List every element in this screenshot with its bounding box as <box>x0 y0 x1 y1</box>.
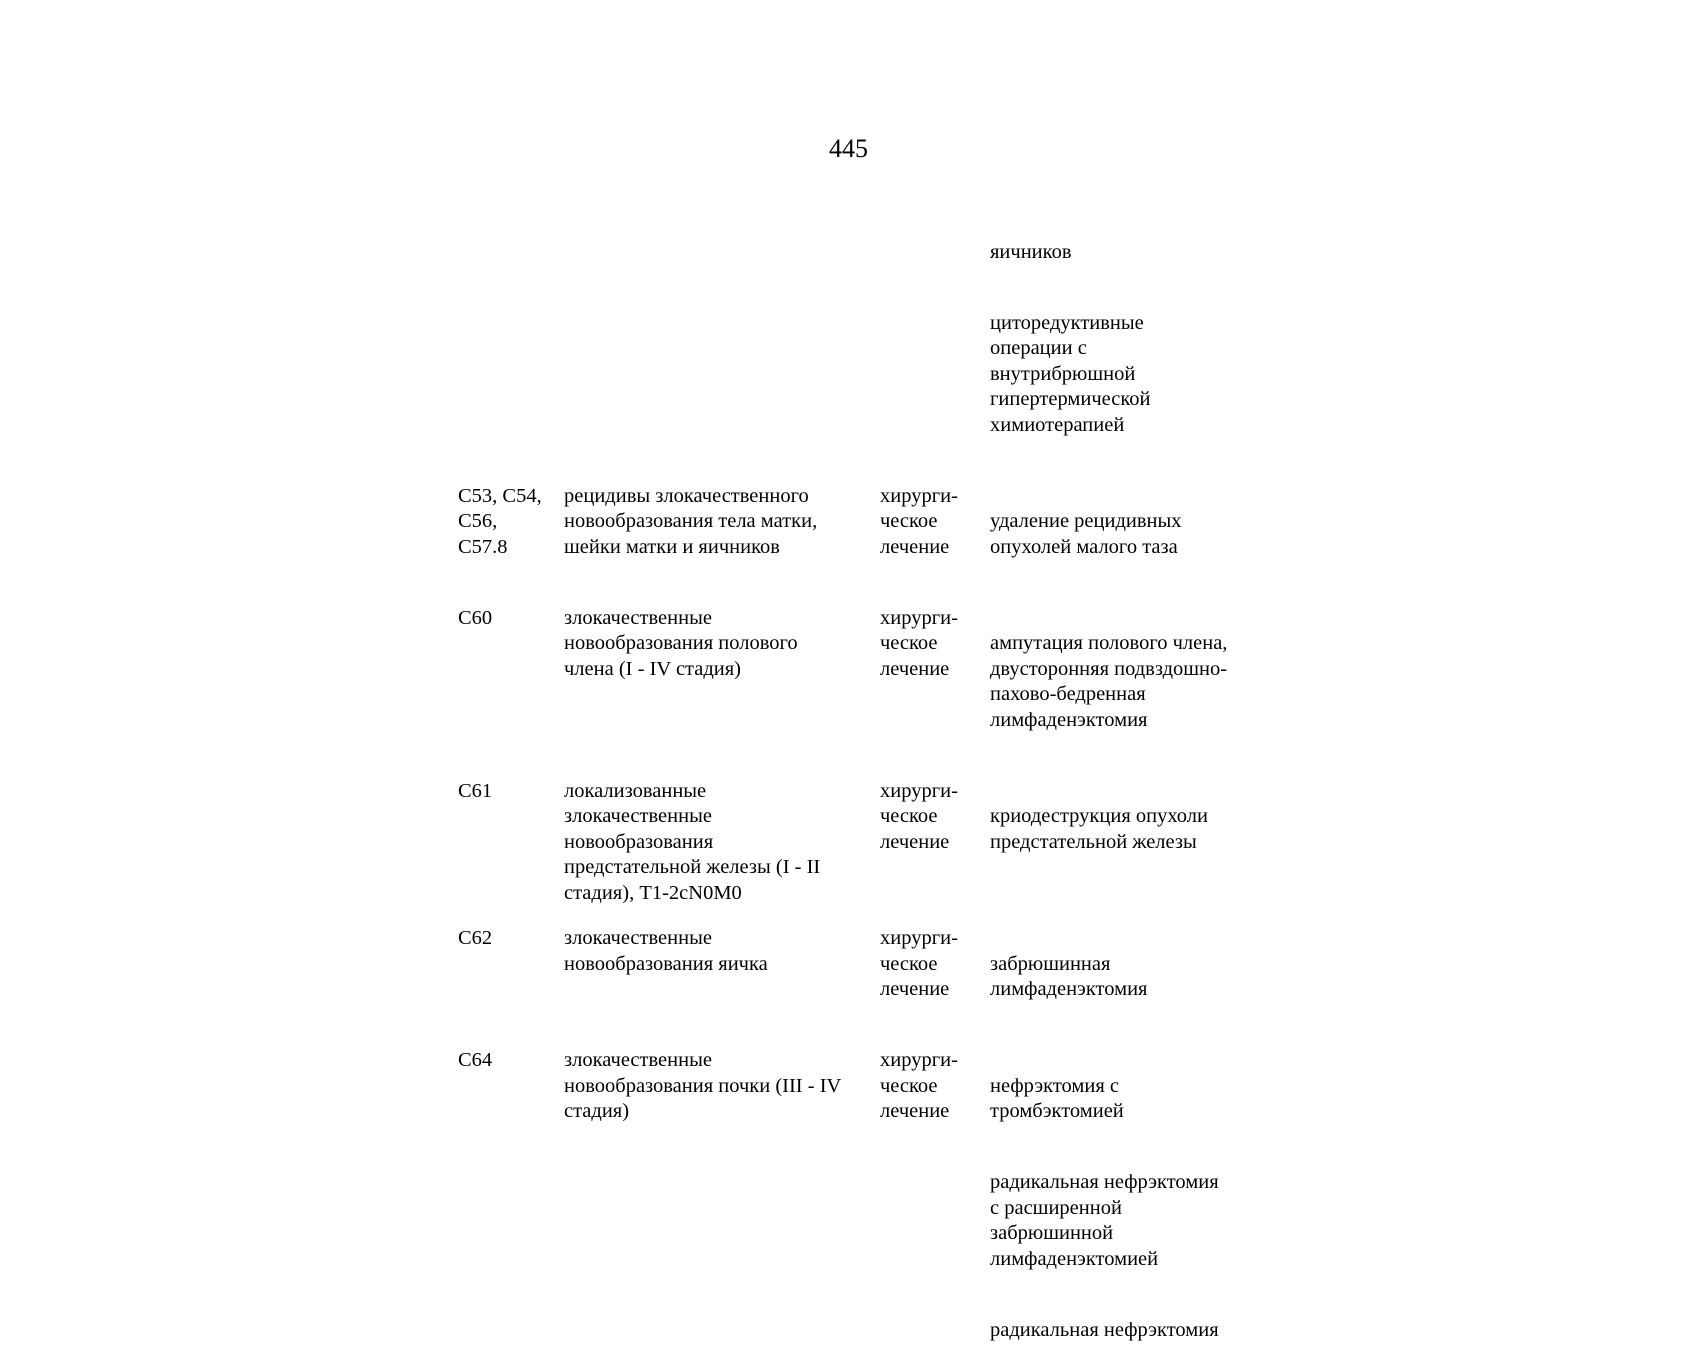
treatment-method: циторедуктивные операции с внутрибрюшной гипертермической химиотерапией <box>990 311 1151 436</box>
icd-code-cell: C62 <box>458 927 493 949</box>
treatment-method: яичников <box>990 240 1072 263</box>
treatment-type-cell: хирурги- ческое лечение <box>880 779 958 853</box>
treatment-type-cell: хирурги- ческое лечение <box>880 927 958 1000</box>
treatment-methods-cell <box>990 214 1260 464</box>
treatment-method: забрюшинная лимфаденэктомия <box>990 952 1148 1000</box>
diagnosis-cell: злокачественные новообразования почки (III - IV стадия) <box>564 1049 842 1122</box>
page-number: 445 <box>829 134 868 163</box>
icd-code-cell: C60 <box>458 606 493 629</box>
treatment-table <box>458 214 1268 1369</box>
diagnosis-cell: злокачественные новообразования полового члена (I - IV стадия) <box>564 606 798 680</box>
diagnosis-cell: рецидивы злокачественного новообразования тела матки, шейки матки и яичников <box>564 484 818 558</box>
treatment-type-cell: хирурги- ческое лечение <box>880 606 958 680</box>
diagnosis-cell: локализованные злокачественные новообразования предстательной железы (I - II стадия), T1-2cN0M0 <box>564 779 821 904</box>
icd-code-cell: C61 <box>458 779 493 802</box>
treatment-type-cell: хирурги- ческое лечение <box>880 1049 958 1122</box>
treatment-method: радикальная нефрэктомия с расширенной забрюшинной лимфаденэктомией <box>990 1171 1219 1270</box>
treatment-method: нефрэктомия с тромбэктомией <box>990 1074 1124 1122</box>
table-row <box>458 926 1268 1028</box>
treatment-methods-cell <box>990 484 1260 586</box>
table-row <box>458 1048 1268 1369</box>
treatment-method: удаление рецидивных опухолей малого таза <box>990 510 1182 558</box>
treatment-type-cell: хирурги- ческое лечение <box>880 484 958 558</box>
diagnosis-cell: злокачественные новообразования яичка <box>564 927 768 975</box>
treatment-methods-cell <box>990 1048 1260 1369</box>
treatment-method: радикальная нефрэктомия <box>990 1318 1219 1341</box>
table-row <box>458 779 1268 907</box>
table-row <box>458 214 1268 464</box>
treatment-methods-cell <box>990 779 1260 881</box>
treatment-methods-cell <box>990 606 1260 759</box>
table-row <box>458 484 1268 586</box>
icd-code-cell: C64 <box>458 1049 493 1071</box>
treatment-method: ампутация полового члена, двусторонняя подвздошно- пахово-бедренная лимфаденэктомия <box>990 632 1228 731</box>
icd-code-cell: C53, C54, C56, C57.8 <box>458 484 542 558</box>
treatment-method: криодеструкция опухоли предстательной железы <box>990 805 1208 853</box>
table-row <box>458 606 1268 759</box>
treatment-methods-cell <box>990 926 1260 1028</box>
